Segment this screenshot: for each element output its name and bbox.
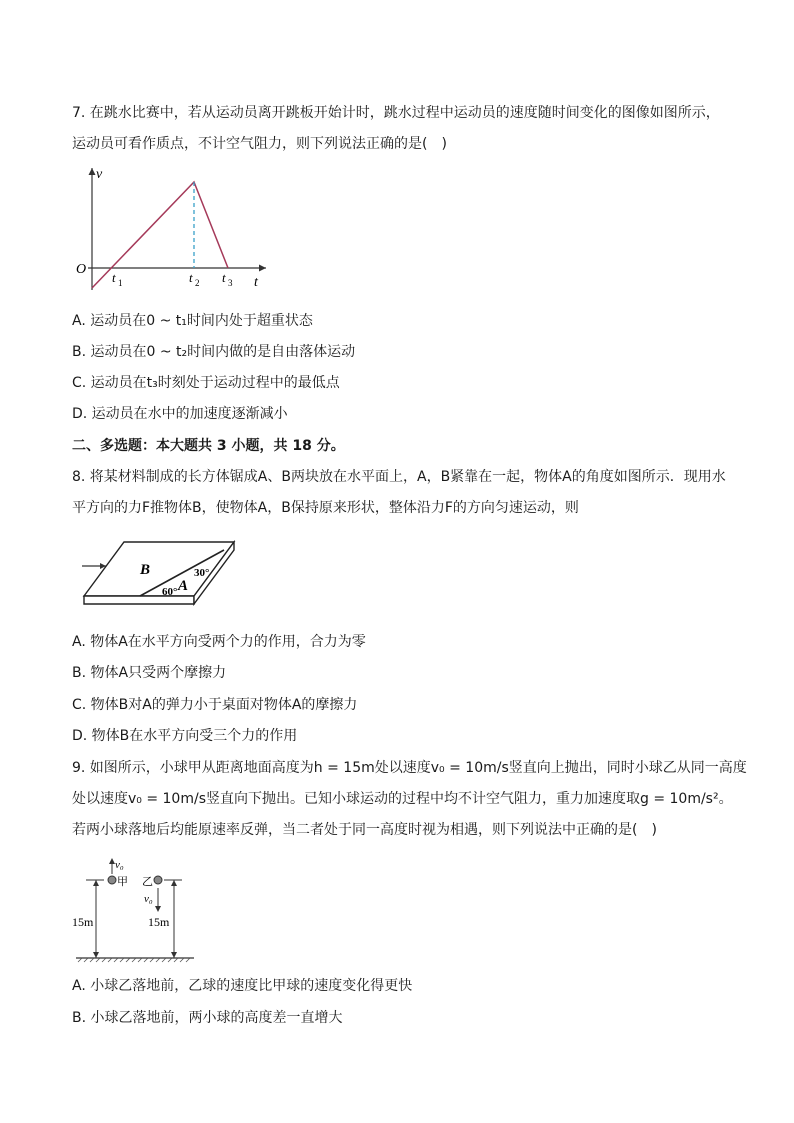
v-axis-label: v	[96, 167, 103, 182]
q9-stem-line2: 处以速度v₀ = 10m/s竖直向下抛出。已知小球运动的过程中均不计空气阻力，重力加速度取g = 10m/s²。	[72, 791, 733, 807]
q8-option-c: C. 物体B对A的弹力小于桌面对物体A的摩擦力	[72, 697, 358, 713]
t3-label: t	[222, 270, 226, 285]
q7-stem-line2: 运动员可看作质点，不计空气阻力，则下列说法正确的是( )	[72, 136, 447, 152]
t1-sub: 1	[118, 278, 123, 288]
block-b-label: B	[140, 562, 151, 578]
ball-yi-label: 乙	[142, 876, 153, 888]
q7-option-b: B. 运动员在0 ~ t₂时间内做的是自由落体运动	[72, 344, 356, 360]
origin-label: O	[76, 262, 87, 277]
t-axis-label: t	[254, 275, 258, 290]
t1-label: t	[112, 270, 116, 285]
q8-stem-line2: 平方向的力F推物体B，使物体A，B保持原来形状，整体沿力F的方向匀速运动，则	[72, 500, 579, 516]
v0-down-label: v₀	[144, 893, 153, 905]
slab-front	[84, 596, 194, 604]
right-height-label: 15m	[148, 915, 170, 929]
ball-yi	[154, 876, 162, 884]
left-height-label: 15m	[72, 915, 94, 929]
q8-option-a: A. 物体A在水平方向受两个力的作用，合力为零	[72, 634, 366, 650]
section-heading-multiple-choice: 二、多选题：本大题共 3 小题，共 18 分。	[72, 438, 345, 454]
q8-block-figure	[78, 538, 238, 610]
ball-jia-label: 甲	[117, 876, 128, 888]
t3-sub: 3	[228, 278, 233, 288]
q8-option-d: D. 物体B在水平方向受三个力的作用	[72, 728, 298, 744]
q9-option-b: B. 小球乙落地前，两小球的高度差一直增大	[72, 1010, 343, 1026]
slab-top	[84, 542, 234, 596]
q9-stem-line1: 9. 如图所示，小球甲从距离地面高度为h = 15m处以速度v₀ = 10m/s竖直向上抛出，同时小球乙从同一高度	[72, 760, 747, 776]
ball-jia	[108, 876, 116, 884]
q9-balls-figure	[70, 854, 200, 966]
q7-stem-line1: 7. 在跳水比赛中，若从运动员离开跳板开始计时，跳水过程中运动员的速度随时间变化的图像如图所示，	[72, 105, 720, 121]
q7-vt-graph	[70, 162, 280, 297]
q7-option-a: A. 运动员在0 ~ t₁时间内处于超重状态	[72, 313, 313, 329]
q7-option-c: C. 运动员在t₃时刻处于运动过程中的最低点	[72, 375, 340, 391]
q7-option-d: D. 运动员在水中的加速度逐渐减小	[72, 406, 288, 422]
t2-label: t	[189, 270, 193, 285]
v0-up-label: v₀	[115, 859, 124, 871]
q9-stem-line3: 若两小球落地后均能原速率反弹，当二者处于同一高度时视为相遇，则下列说法中正确的是( )	[72, 822, 657, 838]
q8-stem-line1: 8. 将某材料制成的长方体锯成A、B两块放在水平面上，A，B紧靠在一起，物体A的角度如图所示．现用水	[72, 469, 726, 485]
q8-option-b: B. 物体A只受两个摩擦力	[72, 665, 227, 681]
q9-option-a: A. 小球乙落地前，乙球的速度比甲球的速度变化得更快	[72, 978, 413, 994]
t2-sub: 2	[195, 278, 200, 288]
block-a-label: A	[178, 578, 189, 594]
angle-60-label: 60°	[162, 586, 178, 598]
angle-30-label: 30°	[194, 567, 210, 579]
